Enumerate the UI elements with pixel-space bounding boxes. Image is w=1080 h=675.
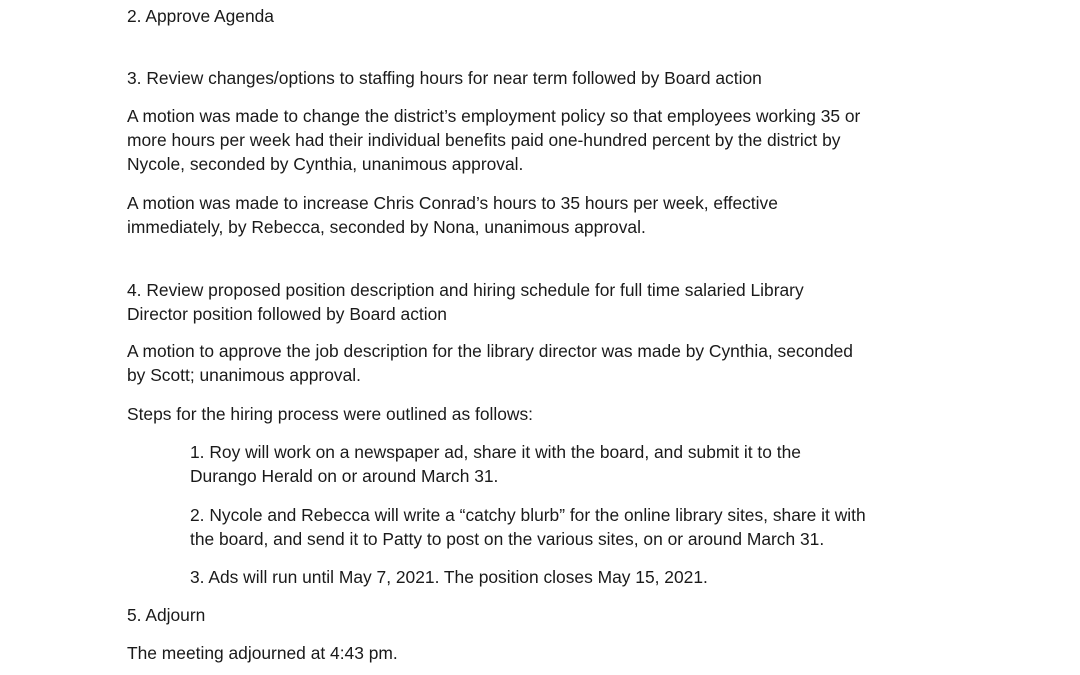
item-4-motion	[127, 339, 853, 387]
hiring-step-3	[190, 565, 708, 589]
item-3-motion-2	[127, 191, 778, 239]
item-3-motion-1	[127, 104, 860, 176]
list-item-line: the board, and send it to Patty to post on the various sites, on or around March 31.	[190, 529, 825, 549]
agenda-item-2-heading	[127, 4, 274, 28]
list-item-line: 1. Roy will work on a newspaper ad, share it with the board, and submit it to the	[190, 442, 801, 462]
agenda-item-3-heading-text: 3. Review changes/options to staffing hours for near term followed by Board action	[127, 68, 762, 88]
hiring-steps-intro	[127, 402, 533, 426]
list-item-line: Durango Herald on or around March 31.	[190, 466, 499, 486]
agenda-item-5-heading	[127, 603, 205, 627]
hiring-step-2	[190, 503, 866, 551]
hiring-steps-intro-text: Steps for the hiring process were outlined as follows:	[127, 404, 533, 424]
paragraph-line: A motion to approve the job description for the library director was made by Cynthia, seconded	[127, 341, 853, 361]
paragraph-line: by Scott; unanimous approval.	[127, 365, 361, 385]
agenda-item-2-heading-text: 2. Approve Agenda	[127, 6, 274, 26]
adjournment-note-text: The meeting adjourned at 4:43 pm.	[127, 643, 398, 663]
paragraph-line: immediately, by Rebecca, seconded by Nona, unanimous approval.	[127, 217, 646, 237]
agenda-item-5-heading-text: 5. Adjourn	[127, 605, 206, 625]
heading-line: Director position followed by Board action	[127, 304, 447, 324]
agenda-item-3-heading	[127, 66, 762, 90]
list-item-line: 2. Nycole and Rebecca will write a “catchy blurb” for the online library sites, share it with	[190, 505, 866, 525]
heading-line: 4. Review proposed position description and hiring schedule for full time salaried Library	[127, 280, 804, 300]
agenda-item-4-heading	[127, 278, 804, 326]
adjournment-note	[127, 641, 398, 665]
paragraph-line: more hours per week had their individual benefits paid one-hundred percent by the district by	[127, 130, 841, 150]
list-item-line: 3. Ads will run until May 7, 2021. The position closes May 15, 2021.	[190, 567, 708, 587]
paragraph-line: A motion was made to increase Chris Conrad’s hours to 35 hours per week, effective	[127, 193, 778, 213]
hiring-step-1	[190, 440, 801, 488]
paragraph-line: A motion was made to change the district’s employment policy so that employees working 35 or	[127, 106, 861, 126]
paragraph-line: Nycole, seconded by Cynthia, unanimous approval.	[127, 154, 524, 174]
